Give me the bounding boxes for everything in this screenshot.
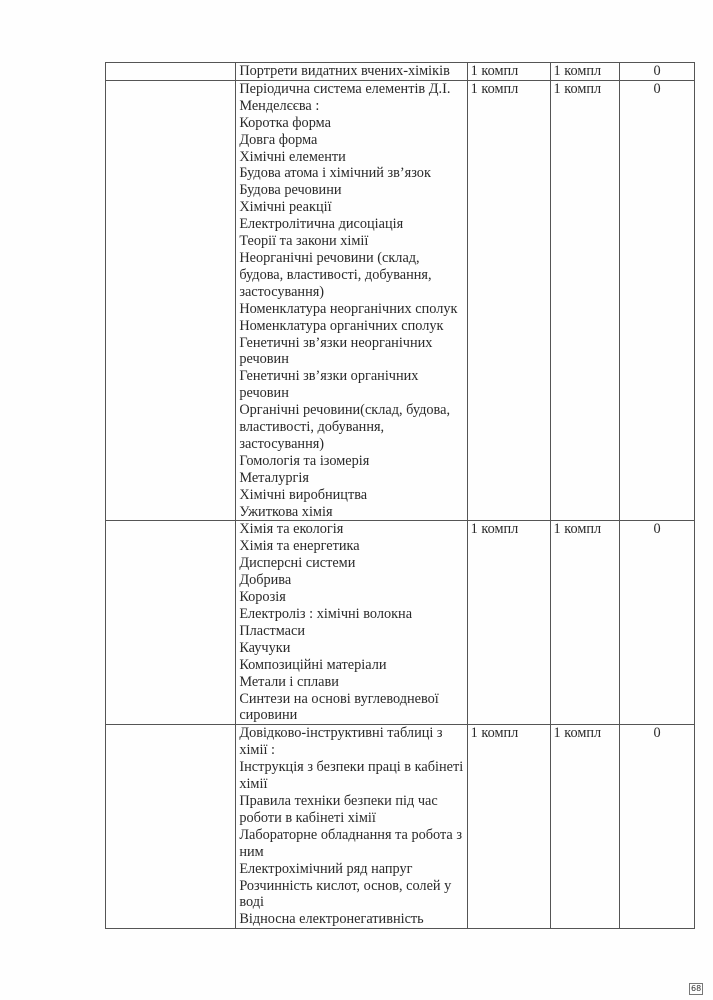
list-item: Хімічні виробництва — [239, 486, 368, 503]
list-item: Ужиткова хімія — [239, 503, 333, 520]
table-cell-items — [236, 80, 467, 521]
table-cell-qty-required: 1 компл — [467, 521, 550, 725]
list-item: Пластмаси — [239, 622, 306, 639]
table-cell-qty-available: 1 компл — [550, 725, 620, 929]
table-cell-shortage: 0 — [620, 80, 695, 521]
table-cell-shortage: 0 — [620, 725, 695, 929]
table-cell-section — [106, 80, 236, 521]
table-cell-shortage: 0 — [620, 521, 695, 725]
list-item: Правила техніки безпеки під час роботи в кабінеті хімії — [239, 792, 438, 826]
table-cell-section — [106, 521, 236, 725]
list-item: Хімія та екологія — [239, 521, 344, 538]
table-cell-qty-available: 1 компл — [550, 80, 620, 521]
table-cell-shortage: 0 — [620, 63, 695, 81]
list-item: Гомологія та ізомерія — [239, 452, 370, 469]
list-item: Відносна електронегативність — [239, 911, 424, 928]
list-item: Органічні речовини(склад, будова, властивості, добування, застосування) — [239, 402, 451, 452]
list-item: Теорії та закони хімії — [239, 233, 369, 250]
list-item: Розчинність кислот, основ, солей у воді — [239, 877, 452, 911]
list-item: Хімічні реакції — [239, 199, 332, 216]
list-item: Хімія та енергетика — [239, 538, 360, 555]
list-item: Метали і сплави — [239, 673, 339, 690]
list-item: Довідково-інструктивні таблиці з хімії : — [239, 725, 443, 759]
list-item: Номенклатура неорганічних сполук — [239, 300, 458, 317]
list-item: Періодична система елементів Д.І. Менделєєва : — [239, 80, 451, 114]
table-cell-qty-required: 1 компл — [467, 80, 550, 521]
list-item: Добрива — [239, 572, 292, 589]
table-row — [106, 63, 695, 81]
list-item: Генетичні зв’язки неорганічних речовин — [239, 334, 433, 368]
page-number: 68 — [691, 984, 702, 993]
table-cell-qty-available: 1 компл — [550, 63, 620, 81]
list-item: Електроліз : хімічні волокна — [239, 606, 413, 622]
list-item: Коротка форма — [239, 114, 331, 131]
list-item: Дисперсні системи — [239, 555, 356, 572]
list-item: Корозія — [239, 589, 286, 606]
table-cell-section — [106, 725, 236, 929]
table-row — [106, 725, 695, 929]
table-cell-items — [236, 521, 467, 725]
list-item: Каучуки — [239, 639, 291, 656]
list-item: Електролітична дисоціація — [239, 216, 404, 233]
table-cell-qty-required: 1 компл — [467, 725, 550, 929]
list-item: Довга форма — [239, 131, 318, 148]
list-item: Будова атома і хімічний зв’язок — [239, 165, 431, 182]
table-cell-items — [236, 63, 467, 81]
table-cell-qty-available: 1 компл — [550, 521, 620, 725]
list-item: Лабораторне обладнання та робота з ним — [239, 826, 462, 860]
equipment-table — [105, 62, 695, 929]
list-item: Портрети видатних вчених-хіміків — [239, 63, 450, 79]
list-item: Хімічні елементи — [239, 148, 346, 165]
list-item: Номенклатура органічних сполук — [239, 317, 444, 334]
list-item: Неорганічні речовини (склад, будова, властивості, добування, застосування) — [239, 249, 432, 300]
list-item: Композиційні матеріали — [239, 656, 387, 673]
table-cell-section — [106, 63, 236, 81]
list-item: Генетичні зв’язки органічних речовин — [239, 368, 419, 402]
list-item: Будова речовини — [239, 182, 342, 199]
list-item: Металургія — [239, 469, 309, 486]
list-item: Електрохімічний ряд напруг — [239, 860, 413, 877]
list-item: Інструкція з безпеки праці в кабінеті хімії — [239, 759, 464, 793]
table-cell-qty-required: 1 компл — [467, 63, 550, 81]
list-item: Синтези на основі вуглеводневої сировини — [239, 690, 439, 724]
table-row — [106, 80, 695, 521]
table-cell-items — [236, 725, 467, 929]
table-row — [106, 521, 695, 725]
